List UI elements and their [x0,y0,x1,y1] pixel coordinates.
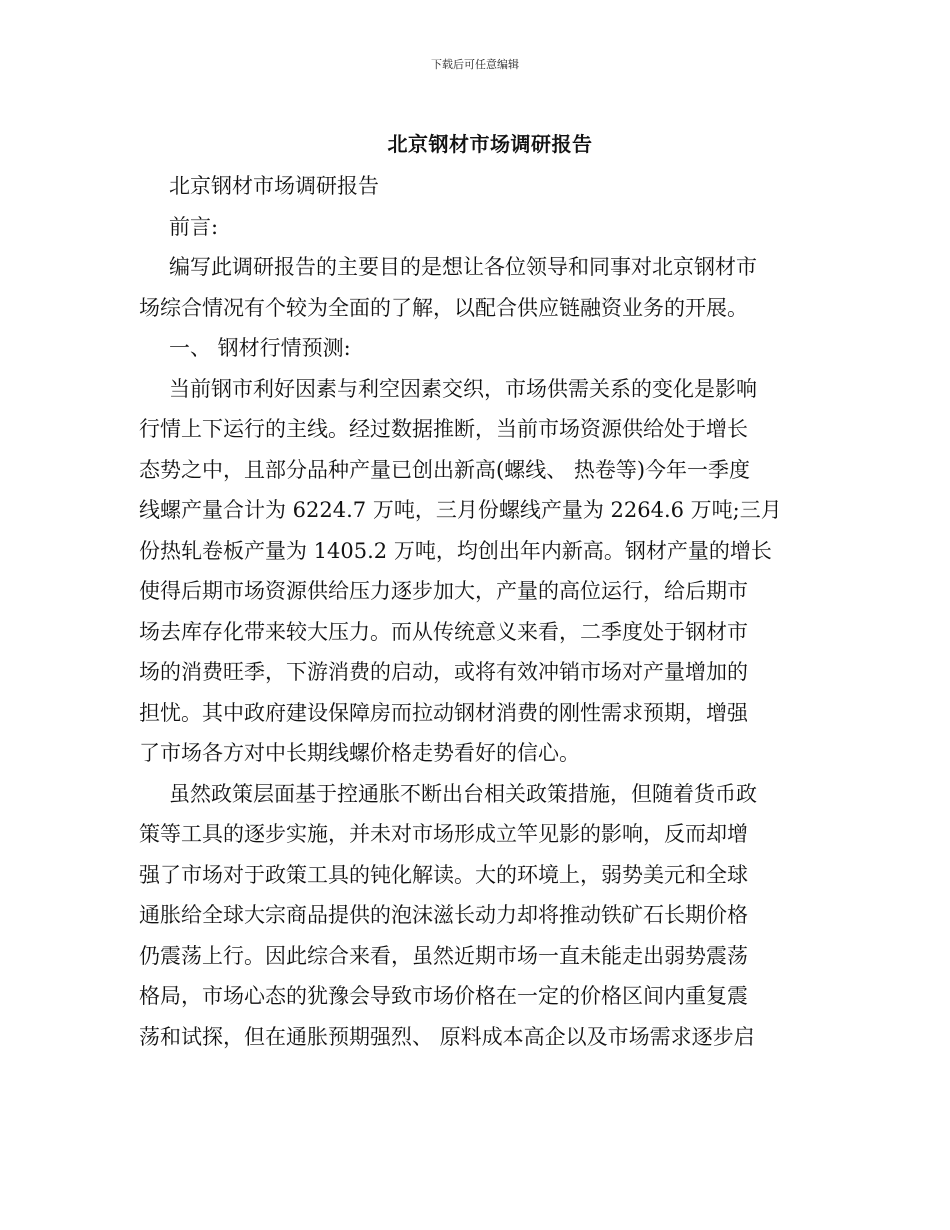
text-line: 当前钢市利好因素与利空因素交织，市场供需关系的变化是影响 [169,376,757,401]
text-line: 态势之中，且部分品种产量已创出新高(螺线、 热卷等)今年一季度 [139,457,751,482]
text-line: 份热轧卷板产量为 1405.2 万吨，均创出年内新高。钢材产量的增长 [139,538,772,563]
text-line: 仍震荡上行。因此综合来看，虽然近期市场一直未能走出弱势震荡 [139,943,748,968]
text-line: 强了市场对于政策工具的钝化解读。大的环境上，弱势美元和全球 [139,862,748,887]
text-line: 使得后期市场资源供给压力逐步加大，产量的高位运行，给后期市 [139,579,748,603]
text-line: 前言: [169,214,219,239]
text-line: 场去库存化带来较大压力。而从传统意义来看，二季度处于钢材市 [139,619,748,644]
text-line: 担忧。其中政府建设保障房而拉动钢材消费的刚性需求预期，增强 [139,700,748,725]
text-line: 行情上下运行的主线。经过数据推断，当前市场资源供给处于增长 [139,417,748,441]
paragraph [139,207,811,248]
header-note: 下载后可任意编辑 [431,58,519,71]
text-line: 北京钢材市场调研报告 [169,174,379,198]
text-line: 一、 钢材行情预测: [169,336,351,360]
document-title: 北京钢材市场调研报告 [387,132,593,156]
text-line: 场综合情况有个较为全面的了解，以配合供应链融资业务的开展。 [139,295,748,320]
paragraph [139,369,811,774]
text-line: 了市场各方对中长期线螺价格走势看好的信心。 [139,741,580,765]
text-line: 编写此调研报告的主要目的是想让各位领导和同事对北京钢材市 [169,255,757,279]
paragraph [139,328,811,369]
paragraph [139,774,811,1058]
text-line: 荡和试探，但在通胀预期强烈、 原料成本高企以及市场需求逐步启 [139,1024,755,1049]
text-line: 格局，市场心态的犹豫会导致市场价格在一定的价格区间内重复震 [139,984,748,1008]
document-body [139,166,811,1057]
text-line: 策等工具的逐步实施，并未对市场形成立竿见影的影响，反而却增 [139,822,748,846]
text-line: 线螺产量合计为 6224.7 万吨，三月份螺线产量为 2264.6 万吨;三月 [139,498,782,522]
paragraph [139,247,811,328]
text-line: 场的消费旺季，下游消费的启动，或将有效冲销市场对产量增加的 [139,660,748,684]
paragraph [139,166,811,207]
text-line: 虽然政策层面基于控通胀不断出台相关政策措施，但随着货币政 [169,781,757,806]
text-line: 通胀给全球大宗商品提供的泡沫滋长动力却将推动铁矿石长期价格 [139,903,748,927]
